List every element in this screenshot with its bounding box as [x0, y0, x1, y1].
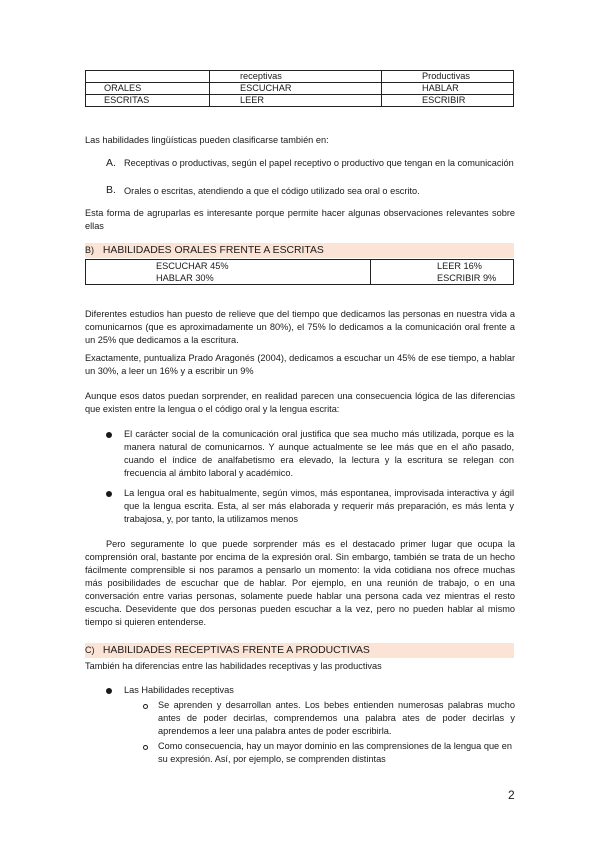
intro-text: Las habilidades lingüísticas pueden clasificarse también en:: [85, 135, 329, 145]
table-cell: LEER: [210, 95, 382, 107]
percentages-table: [85, 259, 514, 285]
section-title: HABILIDADES ORALES FRENTE A ESCRITAS: [102, 245, 324, 256]
stat-escribir: ESCRIBIR 9%: [437, 273, 497, 283]
circle-bullet-icon: [143, 745, 148, 750]
paragraph-agrupar: Esta forma de agruparlas es interesante porque permite hacer algunas observaciones relevantes sobre ellas: [85, 208, 515, 231]
bullet-item: Las Habilidades receptivas: [124, 685, 234, 695]
paragraph-tambien: También ha diferencias entre las habilidades receptivas y las productivas: [85, 661, 382, 671]
paragraph-estudios: Diferentes estudios han puesto de relieve que del tiempo que dedicamos las personas en nuestra vida a comunicarnos (que es aproximadamente un 80%), el 75% lo dedicamos a la comunicación oral frente a un 25% que dedicamos a la escritura.: [85, 309, 515, 345]
table-row: [86, 95, 514, 107]
stat-hablar: HABLAR 30%: [156, 273, 214, 283]
circle-bullet-icon: [143, 704, 148, 709]
list-marker: B.: [106, 184, 116, 196]
table-header-cell: Productivas: [382, 71, 514, 83]
sub-bullet-item: Se aprenden y desarrollan antes. Los bebes entienden numerosas palabras mucho antes de poder decirlas, comprendemos una palabra ates de poder decirlas y aprendemos a leer una palabra antes de poder escribirla.: [158, 700, 515, 736]
table-cell-written: [371, 260, 514, 285]
table-header-cell: [86, 71, 210, 83]
bullet-item: La lengua oral es habitualmente, según vimos, más espontanea, improvisada interactiva y ágil que la lengua escrita. Esta, al ser más elaborada y requerir más preparación, es más lenta y trabajosa, y, por tanto, la utilizamos menos: [124, 488, 514, 524]
paragraph-exactamente: Exactamente, puntualiza Prado Aragonés (2004), dedicamos a escuchar un 45% de ese tiempo, a hablar un 30%, a leer un 16% y a escribir un 9%: [85, 353, 515, 376]
list-item: Receptivas o productivas, según el papel receptivo o productivo que tengan en la comunicación: [124, 158, 514, 168]
stat-leer: LEER 16%: [437, 261, 482, 271]
list-item: Orales o escritas, atendiendo a que el código utilizado sea oral o escrito.: [124, 186, 420, 196]
list-marker: A.: [106, 157, 116, 169]
paragraph-aunque: Aunque esos datos puedan sorprender, en realidad parecen una consecuencia lógica de las diferencias que existen entre la lengua o el código oral y la lengua escrita:: [85, 391, 515, 414]
table-header-row: [86, 71, 514, 83]
table-cell: ESCRIBIR: [382, 95, 514, 107]
table-cell: HABLAR: [382, 83, 514, 95]
table-row: [86, 260, 514, 285]
table-row: [86, 83, 514, 95]
section-heading-b: [85, 243, 514, 258]
paragraph-pero: Pero seguramente lo que puede sorprender más es el destacado primer lugar que ocupa la comprensión oral, bastante por encima de la expresión oral. Sin embargo, también se trata de un hecho fácilmente comprensible si nos paramos a pensarlo un momento: la vida cotidiana nos ofrece muchas más posibilidades de escuchar que de hablar. Por ejemplo, en una reunión de trabajo, o en una conversación entre varias personas, solamente puede hablar una persona cada vez mientras el resto escucha. Desevidente que dos personas pueden escuchar a la vez, pero no pueden hablar al mismo tiempo si quieren entenderse.: [85, 539, 515, 627]
section-title: HABILIDADES RECEPTIVAS FRENTE A PRODUCTIVAS: [102, 645, 370, 656]
bullet-item: El carácter social de la comunicación oral justifica que sea mucho más utilizada, porque es la manera natural de comunicarnos. Y aunque actualmente se lee más que en el año pasado, cuando el índice de analfabetismo era elevado, la lectura y la escritura se relegan con frecuencia al ámbito laboral y académico.: [124, 429, 514, 478]
bullet-icon: [106, 491, 112, 497]
page-number: 2: [508, 788, 515, 802]
section-letter: B): [85, 245, 94, 255]
sub-bullet-item: Como consecuencia, hay un mayor dominio en las comprensiones de la lengua que en su expresión. Así, por ejemplo, se comprenden distintas: [158, 741, 512, 764]
table-cell-oral: [86, 260, 371, 285]
stat-escuchar: ESCUCHAR 45%: [156, 261, 229, 271]
table-cell: ESCUCHAR: [210, 83, 382, 95]
table-cell: ESCRITAS: [86, 95, 210, 107]
section-heading-c: [85, 643, 514, 658]
bullet-icon: [106, 432, 112, 438]
section-letter: C): [85, 645, 95, 655]
table-cell: ORALES: [86, 83, 210, 95]
table-header-cell: receptivas: [210, 71, 382, 83]
bullet-icon: [106, 688, 112, 694]
skills-table: [85, 70, 514, 107]
